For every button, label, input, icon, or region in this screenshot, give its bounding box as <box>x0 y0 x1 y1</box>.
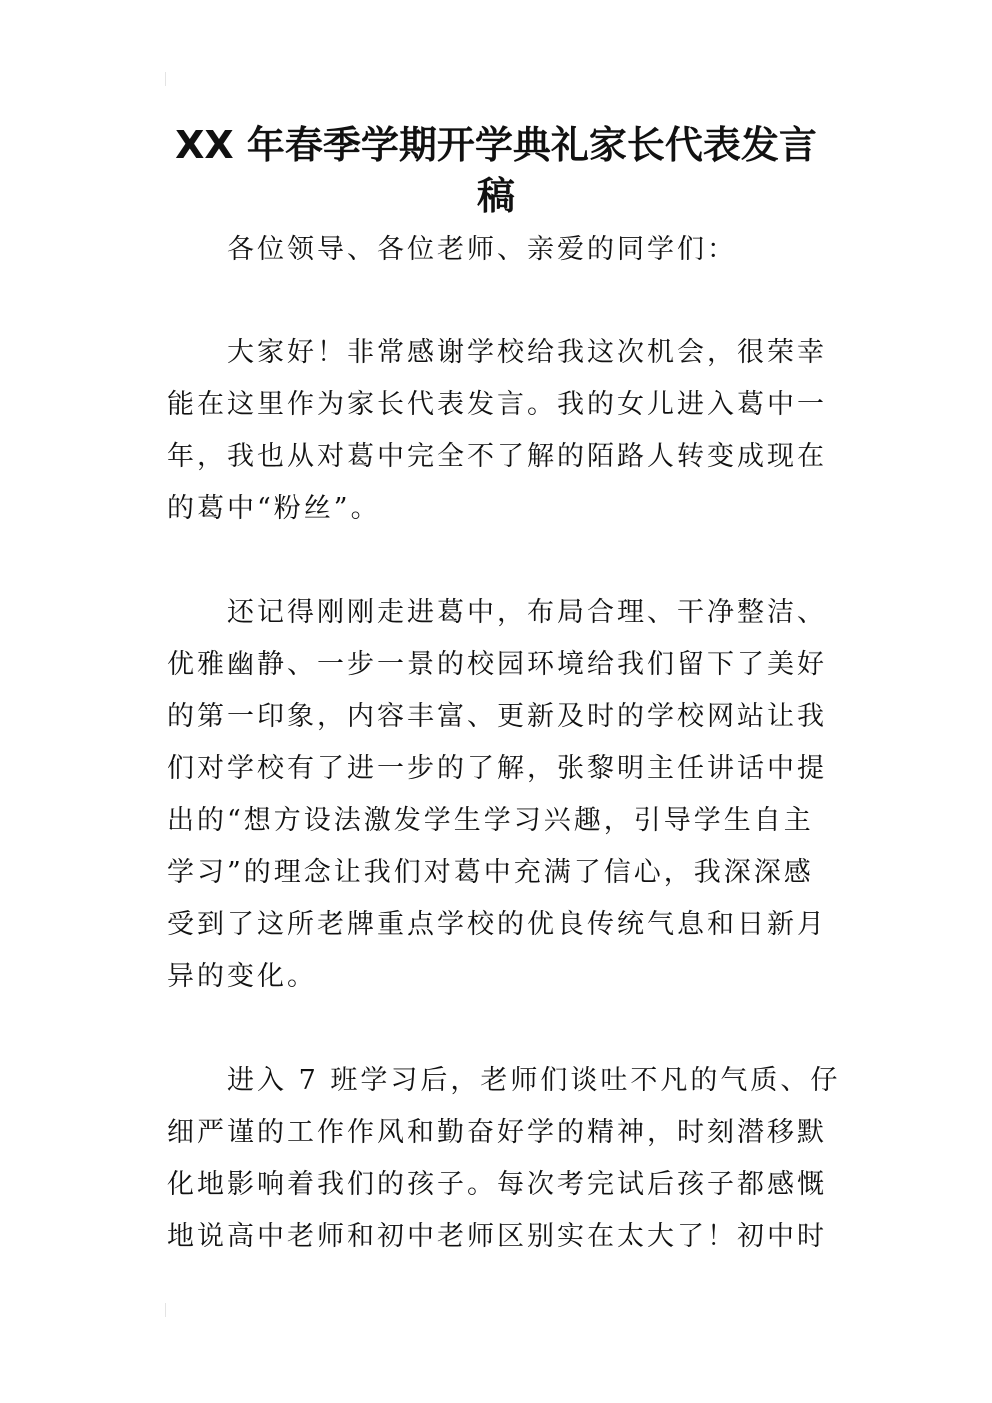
paragraph-line: 学习”的理念让我们对葛中充满了信心，我深深感 <box>167 857 814 888</box>
paragraph-line: 出的“想方设法激发学生学习兴趣，引导学生自主 <box>167 805 814 836</box>
paragraph-line: 能在这里作为家长代表发言。我的女儿进入葛中一 <box>167 389 827 420</box>
paragraph-line: 们对学校有了进一步的了解，张黎明主任讲话中提 <box>167 753 827 784</box>
greeting <box>167 224 847 276</box>
paragraph-line: 优雅幽静、一步一景的校园环境给我们留下了美好 <box>167 649 827 680</box>
greeting-text: 各位领导、各位老师、亲爱的同学们： <box>227 234 737 265</box>
paragraph-line: 进入 7 班学习后，老师们谈吐不凡的气质、仔 <box>227 1065 841 1096</box>
paragraph-line: 受到了这所老牌重点学校的优良传统气息和日新月 <box>167 909 827 940</box>
paragraph-line: 年，我也从对葛中完全不了解的陌路人转变成现在 <box>167 441 827 472</box>
document-title <box>160 120 832 222</box>
paragraph-2 <box>167 587 847 1003</box>
paragraph-1 <box>167 327 847 535</box>
paragraph-line: 大家好！非常感谢学校给我这次机会，很荣幸 <box>227 337 827 368</box>
paragraph-line: 的葛中“粉丝”。 <box>167 493 381 524</box>
paragraph-line: 的第一印象，内容丰富、更新及时的学校网站让我 <box>167 701 827 732</box>
paragraph-3 <box>167 1055 847 1263</box>
paragraph-line: 还记得刚刚走进葛中，布局合理、干净整洁、 <box>227 597 827 628</box>
title-line: 稿 <box>476 174 515 218</box>
paragraph-line: 细严谨的工作作风和勤奋好学的精神，时刻潜移默 <box>167 1117 827 1148</box>
page-corner-mark-bottom <box>165 1303 166 1317</box>
title-line: XX 年春季学期开学典礼家长代表发言 <box>175 123 817 167</box>
paragraph-line: 化地影响着我们的孩子。每次考完试后孩子都感慨 <box>167 1169 827 1200</box>
page-corner-mark-top <box>165 72 166 86</box>
paragraph-line: 地说高中老师和初中老师区别实在太大了！初中时 <box>167 1221 827 1252</box>
paragraph-line: 异的变化。 <box>167 961 317 992</box>
